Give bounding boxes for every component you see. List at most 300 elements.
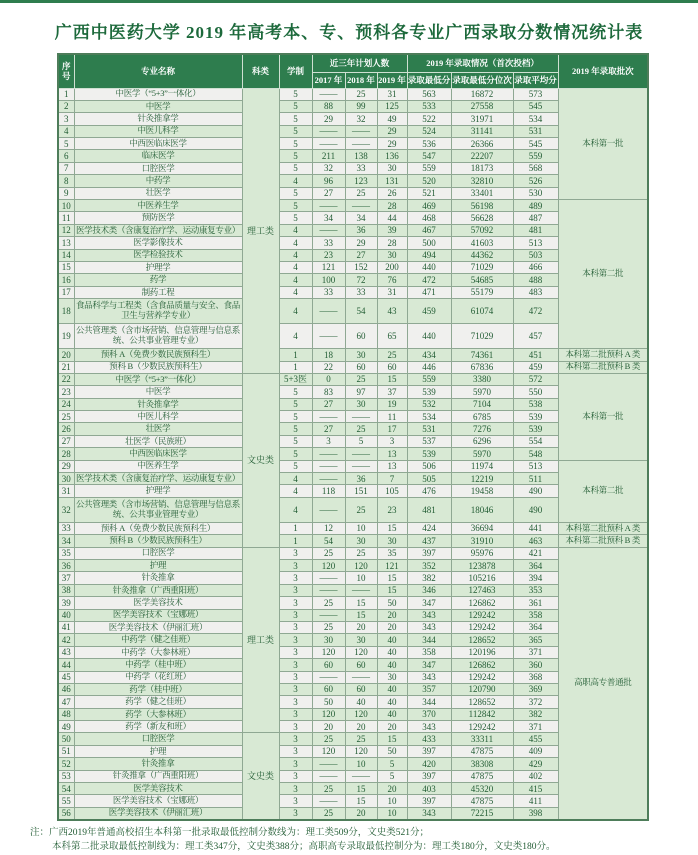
cell-min-rank: 105216 [451, 572, 513, 584]
cell-plan-2017: —— [312, 224, 345, 236]
cell-min-score: 352 [407, 560, 451, 572]
cell-xuezhi: 4 [279, 261, 312, 273]
cell-major: 药学（健之佳班） [74, 696, 242, 708]
cell-plan-2017: 27 [312, 398, 345, 410]
cell-avg-score: 545 [513, 138, 558, 150]
cell-plan-2019: 20 [377, 621, 407, 633]
cell-xuezhi: 5 [279, 138, 312, 150]
cell-xuezhi: 3 [279, 696, 312, 708]
cell-major: 医学影像技术 [74, 237, 242, 249]
cell-xuezhi: 3 [279, 795, 312, 807]
cell-major: 中药学 [74, 175, 242, 187]
cell-kelei: 理工类 [242, 547, 279, 733]
cell-plan-2017: 33 [312, 286, 345, 298]
cell-plan-2019: 17 [377, 423, 407, 435]
cell-no: 53 [58, 770, 74, 782]
cell-major: 护理 [74, 745, 242, 757]
cell-avg-score: 365 [513, 634, 558, 646]
cell-no: 41 [58, 621, 74, 633]
cell-xuezhi: 5 [279, 162, 312, 174]
cell-no: 32 [58, 497, 74, 522]
cell-plan-2019: 15 [377, 733, 407, 745]
cell-xuezhi: 3 [279, 770, 312, 782]
cell-min-score: 522 [407, 113, 451, 125]
cell-min-rank: 19458 [451, 485, 513, 497]
cell-major: 针灸推拿 [74, 758, 242, 770]
cell-min-score: 534 [407, 411, 451, 423]
cell-plan-2019: 5 [377, 758, 407, 770]
cell-no: 3 [58, 113, 74, 125]
cell-min-score: 559 [407, 162, 451, 174]
cell-min-rank: 7104 [451, 398, 513, 410]
cell-avg-score: 554 [513, 435, 558, 447]
header-min-score: 录取最低分 [407, 72, 451, 88]
cell-xuezhi: 4 [279, 274, 312, 286]
cell-min-score: 446 [407, 361, 451, 373]
cell-plan-2018: 138 [345, 150, 377, 162]
cell-no: 17 [58, 286, 74, 298]
table-row [58, 200, 648, 212]
cell-plan-2019: 31 [377, 88, 407, 100]
header-batch: 2019 年录取批次 [558, 54, 648, 88]
cell-no: 33 [58, 522, 74, 534]
cell-min-rank: 123878 [451, 560, 513, 572]
cell-xuezhi: 3 [279, 683, 312, 695]
cell-avg-score: 368 [513, 671, 558, 683]
cell-xuezhi: 3 [279, 807, 312, 819]
cell-plan-2017: —— [312, 460, 345, 472]
cell-plan-2018: 15 [345, 609, 377, 621]
cell-plan-2017: 3 [312, 435, 345, 447]
cell-min-rank: 18173 [451, 162, 513, 174]
cell-min-score: 403 [407, 783, 451, 795]
cell-avg-score: 548 [513, 448, 558, 460]
cell-avg-score: 415 [513, 783, 558, 795]
header-xuezhi: 学制 [279, 54, 312, 88]
cell-avg-score: 360 [513, 659, 558, 671]
cell-avg-score: 550 [513, 386, 558, 398]
cell-major: 医学美容技术 [74, 783, 242, 795]
cell-min-rank: 27558 [451, 100, 513, 112]
cell-xuezhi: 4 [279, 497, 312, 522]
cell-min-score: 440 [407, 261, 451, 273]
cell-avg-score: 490 [513, 485, 558, 497]
cell-avg-score: 457 [513, 324, 558, 349]
cell-min-rank: 129242 [451, 621, 513, 633]
cell-plan-2019: 105 [377, 485, 407, 497]
cell-no: 11 [58, 212, 74, 224]
cell-batch: 本科第一批 [558, 373, 648, 460]
cell-plan-2019: 13 [377, 460, 407, 472]
cell-plan-2017: —— [312, 324, 345, 349]
cell-plan-2017: —— [312, 795, 345, 807]
cell-plan-2018: 36 [345, 224, 377, 236]
cell-min-rank: 32810 [451, 175, 513, 187]
cell-plan-2019: 40 [377, 696, 407, 708]
cell-min-score: 494 [407, 249, 451, 261]
cell-min-score: 346 [407, 584, 451, 596]
cell-xuezhi: 3 [279, 572, 312, 584]
cell-avg-score: 483 [513, 286, 558, 298]
cell-xuezhi: 5 [279, 200, 312, 212]
cell-major: 针灸推拿（广西重阳班） [74, 584, 242, 596]
cell-plan-2017: 60 [312, 683, 345, 695]
cell-plan-2017: 34 [312, 212, 345, 224]
cell-no: 35 [58, 547, 74, 559]
cell-avg-score: 369 [513, 683, 558, 695]
cell-plan-2017: —— [312, 88, 345, 100]
cell-min-score: 437 [407, 535, 451, 547]
cell-major: 中医学 [74, 100, 242, 112]
cell-major: 护理 [74, 560, 242, 572]
cell-plan-2019: 125 [377, 100, 407, 112]
cell-plan-2019: 121 [377, 560, 407, 572]
cell-no: 54 [58, 783, 74, 795]
cell-batch: 本科第二批预科 A 类 [558, 522, 648, 534]
cell-avg-score: 513 [513, 460, 558, 472]
cell-avg-score: 572 [513, 373, 558, 385]
cell-min-score: 559 [407, 373, 451, 385]
cell-min-rank: 22207 [451, 150, 513, 162]
cell-no: 38 [58, 584, 74, 596]
header-no: 序号 [58, 54, 74, 88]
cell-plan-2017: 120 [312, 745, 345, 757]
cell-plan-2019: 31 [377, 286, 407, 298]
cell-min-rank: 71029 [451, 324, 513, 349]
cell-plan-2019: 28 [377, 200, 407, 212]
cell-xuezhi: 1 [279, 522, 312, 534]
cell-min-rank: 11974 [451, 460, 513, 472]
cell-no: 20 [58, 349, 74, 361]
cell-avg-score: 358 [513, 609, 558, 621]
cell-plan-2018: —— [345, 584, 377, 596]
cell-avg-score: 466 [513, 261, 558, 273]
cell-plan-2017: 23 [312, 249, 345, 261]
cell-min-rank: 5970 [451, 386, 513, 398]
cell-plan-2018: —— [345, 460, 377, 472]
cell-plan-2017: —— [312, 200, 345, 212]
cell-plan-2019: 35 [377, 547, 407, 559]
cell-min-rank: 5970 [451, 448, 513, 460]
cell-major: 医学技术类（含康复治疗学、运动康复专业） [74, 224, 242, 236]
cell-major: 药学（新友和班） [74, 721, 242, 733]
cell-plan-2019: 40 [377, 634, 407, 646]
cell-xuezhi: 5 [279, 435, 312, 447]
cell-plan-2017: 50 [312, 696, 345, 708]
cell-plan-2017: 22 [312, 361, 345, 373]
cell-no: 21 [58, 361, 74, 373]
cell-no: 23 [58, 386, 74, 398]
cell-no: 26 [58, 423, 74, 435]
cell-major: 针灸推拿学 [74, 113, 242, 125]
cell-min-rank: 71029 [451, 261, 513, 273]
cell-min-rank: 112842 [451, 708, 513, 720]
cell-plan-2017: 83 [312, 386, 345, 398]
cell-plan-2018: —— [345, 448, 377, 460]
cell-avg-score: 364 [513, 560, 558, 572]
table-row [58, 535, 648, 547]
table-row [58, 460, 648, 472]
cell-plan-2018: 97 [345, 386, 377, 398]
header-avg-score: 录取平均分 [513, 72, 558, 88]
cell-xuezhi: 1 [279, 349, 312, 361]
cell-major: 预科 B（少数民族预科生） [74, 361, 242, 373]
cell-plan-2018: 32 [345, 113, 377, 125]
cell-plan-2018: 99 [345, 100, 377, 112]
cell-min-score: 500 [407, 237, 451, 249]
cell-min-rank: 129242 [451, 609, 513, 621]
cell-no: 25 [58, 411, 74, 423]
cell-min-score: 433 [407, 733, 451, 745]
header-year-2019: 2019 年 [377, 72, 407, 88]
cell-plan-2018: —— [345, 770, 377, 782]
cell-plan-2017: 25 [312, 621, 345, 633]
cell-plan-2019: 40 [377, 659, 407, 671]
cell-plan-2017: —— [312, 584, 345, 596]
cell-plan-2018: 120 [345, 708, 377, 720]
cell-xuezhi: 5 [279, 150, 312, 162]
cell-plan-2019: 30 [377, 249, 407, 261]
cell-plan-2018: 10 [345, 758, 377, 770]
cell-no: 39 [58, 597, 74, 609]
cell-avg-score: 490 [513, 497, 558, 522]
cell-no: 45 [58, 671, 74, 683]
cell-major: 药学 [74, 274, 242, 286]
cell-min-score: 440 [407, 324, 451, 349]
cell-avg-score: 538 [513, 398, 558, 410]
cell-avg-score: 382 [513, 708, 558, 720]
cell-xuezhi: 3 [279, 758, 312, 770]
cell-xuezhi: 3 [279, 659, 312, 671]
cell-min-rank: 16872 [451, 88, 513, 100]
cell-plan-2018: 60 [345, 324, 377, 349]
cell-xuezhi: 5 [279, 113, 312, 125]
cell-plan-2019: 20 [377, 721, 407, 733]
cell-major: 针灸推拿（广西重阳班） [74, 770, 242, 782]
table-row [58, 547, 648, 559]
cell-plan-2017: 25 [312, 597, 345, 609]
cell-min-rank: 12219 [451, 473, 513, 485]
header-year-2018: 2018 年 [345, 72, 377, 88]
cell-no: 40 [58, 609, 74, 621]
cell-avg-score: 513 [513, 237, 558, 249]
cell-no: 56 [58, 807, 74, 819]
cell-min-rank: 72215 [451, 807, 513, 819]
cell-major: 壮医学（民族班） [74, 435, 242, 447]
cell-min-rank: 47875 [451, 745, 513, 757]
cell-plan-2018: 25 [345, 423, 377, 435]
cell-xuezhi: 1 [279, 361, 312, 373]
cell-xuezhi: 5 [279, 212, 312, 224]
cell-no: 30 [58, 473, 74, 485]
cell-no: 6 [58, 150, 74, 162]
cell-plan-2018: 15 [345, 783, 377, 795]
cell-min-rank: 3380 [451, 373, 513, 385]
cell-batch: 本科第二批预科 B 类 [558, 535, 648, 547]
cell-min-score: 563 [407, 88, 451, 100]
cell-plan-2017: 12 [312, 522, 345, 534]
cell-major: 中医儿科学 [74, 125, 242, 137]
cell-avg-score: 573 [513, 88, 558, 100]
cell-xuezhi: 5 [279, 187, 312, 199]
cell-xuezhi: 1 [279, 535, 312, 547]
cell-no: 12 [58, 224, 74, 236]
cell-major: 中医学（“5+3”一体化） [74, 373, 242, 385]
cell-avg-score: 463 [513, 535, 558, 547]
cell-plan-2019: 3 [377, 435, 407, 447]
cell-plan-2018: 20 [345, 621, 377, 633]
cell-min-rank: 129242 [451, 671, 513, 683]
cell-avg-score: 489 [513, 200, 558, 212]
cell-no: 2 [58, 100, 74, 112]
cell-xuezhi: 4 [279, 473, 312, 485]
cell-plan-2018: 30 [345, 398, 377, 410]
cell-xuezhi: 3 [279, 646, 312, 658]
cell-min-score: 347 [407, 659, 451, 671]
cell-xuezhi: 4 [279, 485, 312, 497]
table-row [58, 88, 648, 100]
cell-avg-score: 402 [513, 770, 558, 782]
cell-plan-2017: 120 [312, 560, 345, 572]
cell-min-score: 397 [407, 770, 451, 782]
cell-plan-2017: —— [312, 299, 345, 324]
cell-plan-2018: 72 [345, 274, 377, 286]
cell-batch: 高职高专普通批 [558, 547, 648, 820]
cell-major: 医学检验技术 [74, 249, 242, 261]
cell-major: 针灸推拿 [74, 572, 242, 584]
cell-major: 医学技术类（含康复治疗学、运动康复专业） [74, 473, 242, 485]
cell-min-rank: 41603 [451, 237, 513, 249]
cell-avg-score: 559 [513, 150, 558, 162]
table-row [58, 373, 648, 385]
cell-min-score: 539 [407, 448, 451, 460]
cell-plan-2018: —— [345, 125, 377, 137]
cell-xuezhi: 3 [279, 560, 312, 572]
cell-no: 22 [58, 373, 74, 385]
cell-xuezhi: 4 [279, 299, 312, 324]
cell-no: 9 [58, 187, 74, 199]
cell-plan-2017: 118 [312, 485, 345, 497]
cell-min-score: 505 [407, 473, 451, 485]
cell-major: 口腔医学 [74, 162, 242, 174]
cell-plan-2018: 151 [345, 485, 377, 497]
cell-no: 24 [58, 398, 74, 410]
cell-avg-score: 421 [513, 547, 558, 559]
table-row [58, 522, 648, 534]
cell-kelei: 文史类 [242, 733, 279, 820]
cell-plan-2019: 28 [377, 237, 407, 249]
cell-major: 壮医学 [74, 423, 242, 435]
cell-plan-2018: 36 [345, 473, 377, 485]
cell-major: 中西医临床医学 [74, 138, 242, 150]
cell-plan-2018: —— [345, 138, 377, 150]
cell-major: 中医儿科学 [74, 411, 242, 423]
cell-min-rank: 67836 [451, 361, 513, 373]
cell-plan-2018: 123 [345, 175, 377, 187]
cell-plan-2017: —— [312, 138, 345, 150]
cell-plan-2017: 60 [312, 659, 345, 671]
cell-min-rank: 7276 [451, 423, 513, 435]
cell-min-rank: 33311 [451, 733, 513, 745]
cell-major: 口腔医学 [74, 547, 242, 559]
cell-no: 42 [58, 634, 74, 646]
cell-avg-score: 409 [513, 745, 558, 757]
cell-avg-score: 530 [513, 187, 558, 199]
cell-batch: 本科第二批 [558, 200, 648, 349]
cell-xuezhi: 5+3医 [279, 373, 312, 385]
cell-no: 51 [58, 745, 74, 757]
cell-major: 针灸推拿学 [74, 398, 242, 410]
cell-xuezhi: 4 [279, 324, 312, 349]
cell-avg-score: 568 [513, 162, 558, 174]
cell-no: 44 [58, 659, 74, 671]
cell-min-score: 506 [407, 460, 451, 472]
cell-avg-score: 459 [513, 361, 558, 373]
cell-plan-2019: 15 [377, 572, 407, 584]
cell-min-rank: 95976 [451, 547, 513, 559]
cell-plan-2018: 29 [345, 237, 377, 249]
cell-xuezhi: 5 [279, 423, 312, 435]
cell-min-score: 476 [407, 485, 451, 497]
cell-min-score: 537 [407, 435, 451, 447]
cell-min-score: 370 [407, 708, 451, 720]
cell-plan-2017: —— [312, 770, 345, 782]
cell-plan-2017: 88 [312, 100, 345, 112]
cell-min-rank: 38308 [451, 758, 513, 770]
cell-plan-2017: 25 [312, 807, 345, 819]
cell-xuezhi: 5 [279, 398, 312, 410]
cell-plan-2017: 211 [312, 150, 345, 162]
cell-major: 医学美容技术 [74, 597, 242, 609]
cell-plan-2019: 60 [377, 361, 407, 373]
cell-xuezhi: 4 [279, 249, 312, 261]
cell-avg-score: 526 [513, 175, 558, 187]
cell-min-score: 521 [407, 187, 451, 199]
cell-min-score: 343 [407, 807, 451, 819]
cell-min-score: 397 [407, 547, 451, 559]
cell-no: 55 [58, 795, 74, 807]
cell-avg-score: 361 [513, 597, 558, 609]
cell-plan-2017: 25 [312, 547, 345, 559]
cell-plan-2018: 15 [345, 597, 377, 609]
cell-min-score: 347 [407, 597, 451, 609]
cell-plan-2019: 40 [377, 683, 407, 695]
cell-avg-score: 545 [513, 100, 558, 112]
header-min-rank: 录取最低分位次 [451, 72, 513, 88]
cell-avg-score: 481 [513, 224, 558, 236]
cell-no: 13 [58, 237, 74, 249]
cell-plan-2019: 40 [377, 708, 407, 720]
cell-plan-2017: —— [312, 473, 345, 485]
cell-xuezhi: 4 [279, 286, 312, 298]
cell-plan-2019: 20 [377, 609, 407, 621]
cell-xuezhi: 3 [279, 609, 312, 621]
cell-avg-score: 531 [513, 125, 558, 137]
cell-plan-2017: 96 [312, 175, 345, 187]
cell-min-score: 532 [407, 398, 451, 410]
cell-no: 14 [58, 249, 74, 261]
cell-min-score: 424 [407, 522, 451, 534]
cell-plan-2017: 120 [312, 646, 345, 658]
header-admit-group: 2019 年录取情况（首次投档） [407, 54, 558, 72]
cell-plan-2019: 7 [377, 473, 407, 485]
cell-plan-2019: 30 [377, 671, 407, 683]
cell-avg-score: 429 [513, 758, 558, 770]
cell-plan-2017: 25 [312, 783, 345, 795]
cell-min-rank: 56198 [451, 200, 513, 212]
cell-min-rank: 36694 [451, 522, 513, 534]
cell-no: 29 [58, 460, 74, 472]
